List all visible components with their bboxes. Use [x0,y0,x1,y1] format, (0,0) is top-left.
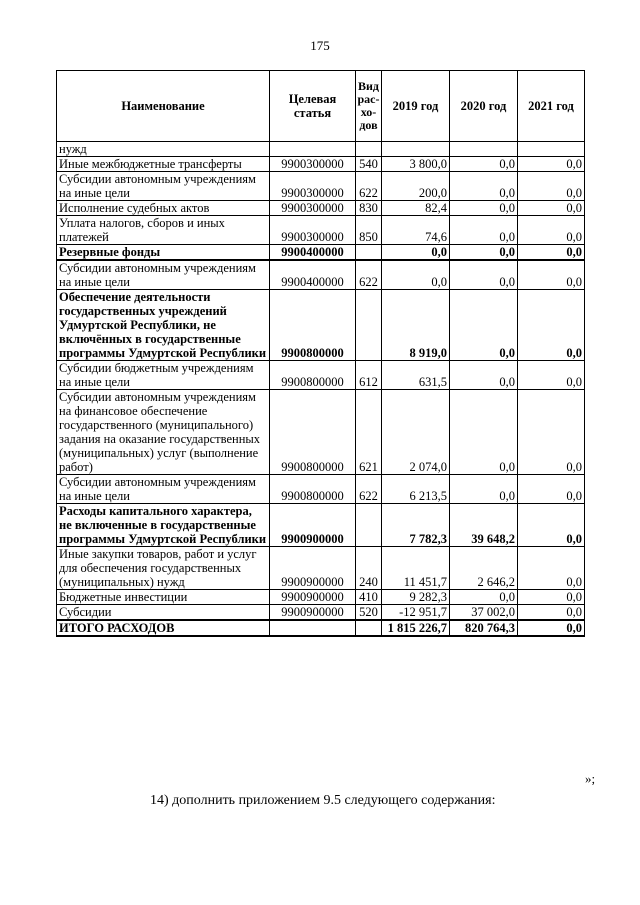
row-code: 9900300000 [270,157,356,172]
row-code: 9900300000 [270,216,356,245]
row-2019: 6 213,5 [382,475,450,504]
row-2020: 39 648,2 [450,504,518,547]
closing-quote: »; [585,771,596,786]
row-2021: 0,0 [518,216,585,245]
row-2021 [518,142,585,157]
row-2019: 0,0 [382,260,450,290]
row-2020: 0,0 [450,361,518,390]
table-row [57,361,585,390]
table-row [57,201,585,216]
total-row [57,620,585,636]
row-2021: 0,0 [518,361,585,390]
table-row [57,172,585,201]
row-2020: 0,0 [450,390,518,475]
row-2019: 2 074,0 [382,390,450,475]
row-2021: 0,0 [518,201,585,216]
table-row [57,157,585,172]
table-row [57,605,585,621]
table-row [57,390,585,475]
row-kind: 622 [356,172,382,201]
row-2021: 0,0 [518,157,585,172]
row-kind [356,142,382,157]
row-kind: 540 [356,157,382,172]
row-2021: 0,0 [518,590,585,605]
row-2020: 37 002,0 [450,605,518,621]
row-code: 9900900000 [270,504,356,547]
row-2019: 8 919,0 [382,290,450,361]
row-2019 [382,142,450,157]
row-2020: 2 646,2 [450,547,518,590]
row-2020: 0,0 [450,172,518,201]
row-name: Обеспечение деятельности государственных учреждений Удмуртской Республики, не включённых в государственные программы Удмуртской Республики [57,290,270,361]
header-2021: 2021 год [518,71,585,142]
row-code: 9900800000 [270,290,356,361]
row-2021: 0,0 [518,172,585,201]
header-2020: 2020 год [450,71,518,142]
header-2019: 2019 год [382,71,450,142]
row-2020 [450,142,518,157]
row-kind: 830 [356,201,382,216]
row-2020: 0,0 [450,290,518,361]
row-2019: 200,0 [382,172,450,201]
row-code: 9900300000 [270,201,356,216]
table-header-row [57,71,585,142]
table-row [57,260,585,290]
row-2020: 0,0 [450,245,518,261]
row-name: Субсидии автономным учреждениям на иные цели [57,172,270,201]
row-2019: 82,4 [382,201,450,216]
row-2021: 0,0 [518,290,585,361]
row-code: 9900900000 [270,590,356,605]
row-kind [356,620,382,636]
row-2021: 0,0 [518,547,585,590]
row-kind: 622 [356,260,382,290]
row-name: Субсидии автономным учреждениям на иные цели [57,475,270,504]
row-name: Иные закупки товаров, работ и услуг для обеспечения государственных (муниципальных) нужд [57,547,270,590]
row-kind [356,504,382,547]
row-2019: -12 951,7 [382,605,450,621]
row-code: 9900900000 [270,605,356,621]
row-kind: 850 [356,216,382,245]
row-name: Субсидии бюджетным учреждениям на иные цели [57,361,270,390]
row-code: 9900300000 [270,172,356,201]
table-row-group [57,504,585,547]
row-code [270,620,356,636]
row-name: Иные межбюджетные трансферты [57,157,270,172]
row-name: Исполнение судебных актов [57,201,270,216]
row-2020: 0,0 [450,201,518,216]
page-number: 175 [310,38,330,53]
row-code: 9900400000 [270,260,356,290]
row-2020: 0,0 [450,260,518,290]
budget-table [56,70,585,637]
row-kind: 410 [356,590,382,605]
row-2019: 9 282,3 [382,590,450,605]
row-2020: 0,0 [450,157,518,172]
row-name: Субсидии [57,605,270,621]
row-2020: 0,0 [450,475,518,504]
total-label: ИТОГО РАСХОДОВ [57,620,270,636]
row-code: 9900800000 [270,475,356,504]
row-2021: 0,0 [518,605,585,621]
row-name: Субсидии автономным учреждениям на иные цели [57,260,270,290]
row-name: нужд [57,142,270,157]
row-2019: 7 782,3 [382,504,450,547]
row-name: Бюджетные инвестиции [57,590,270,605]
row-kind: 520 [356,605,382,621]
row-kind: 240 [356,547,382,590]
header-kind: Вид рас-хо-дов [356,71,382,142]
table-row [57,590,585,605]
row-2021: 0,0 [518,504,585,547]
row-2019: 0,0 [382,245,450,261]
header-name: Наименование [57,71,270,142]
row-kind [356,245,382,261]
row-code: 9900800000 [270,361,356,390]
row-code: 9900400000 [270,245,356,261]
amendment-text: 14) дополнить приложением 9.5 следующего содержания: [150,793,496,808]
row-2020: 0,0 [450,216,518,245]
row-kind: 612 [356,361,382,390]
header-code: Целевая статья [270,71,356,142]
row-name: Субсидии автономным учреждениям на финансовое обеспечение государственного (муниципального) задания на оказание государственных (муниципальных) услуг (выполнение работ) [57,390,270,475]
table-row [57,547,585,590]
row-code: 9900800000 [270,390,356,475]
row-name: Резервные фонды [57,245,270,261]
total-2019: 1 815 226,7 [382,620,450,636]
table-row-group [57,245,585,261]
row-2021: 0,0 [518,475,585,504]
total-2020: 820 764,3 [450,620,518,636]
row-name: Уплата налогов, сборов и иных платежей [57,216,270,245]
row-2019: 631,5 [382,361,450,390]
row-code: 9900900000 [270,547,356,590]
row-kind [356,290,382,361]
row-kind: 622 [356,475,382,504]
total-2021: 0,0 [518,620,585,636]
row-kind: 621 [356,390,382,475]
table-row [57,475,585,504]
row-2021: 0,0 [518,245,585,261]
row-name: Расходы капитального характера, не включенные в государственные программы Удмуртской Республики [57,504,270,547]
row-2019: 11 451,7 [382,547,450,590]
row-2021: 0,0 [518,260,585,290]
row-2019: 3 800,0 [382,157,450,172]
table-row [57,142,585,157]
row-2021: 0,0 [518,390,585,475]
table-row-group [57,290,585,361]
table-row [57,216,585,245]
row-2020: 0,0 [450,590,518,605]
row-code [270,142,356,157]
row-2019: 74,6 [382,216,450,245]
